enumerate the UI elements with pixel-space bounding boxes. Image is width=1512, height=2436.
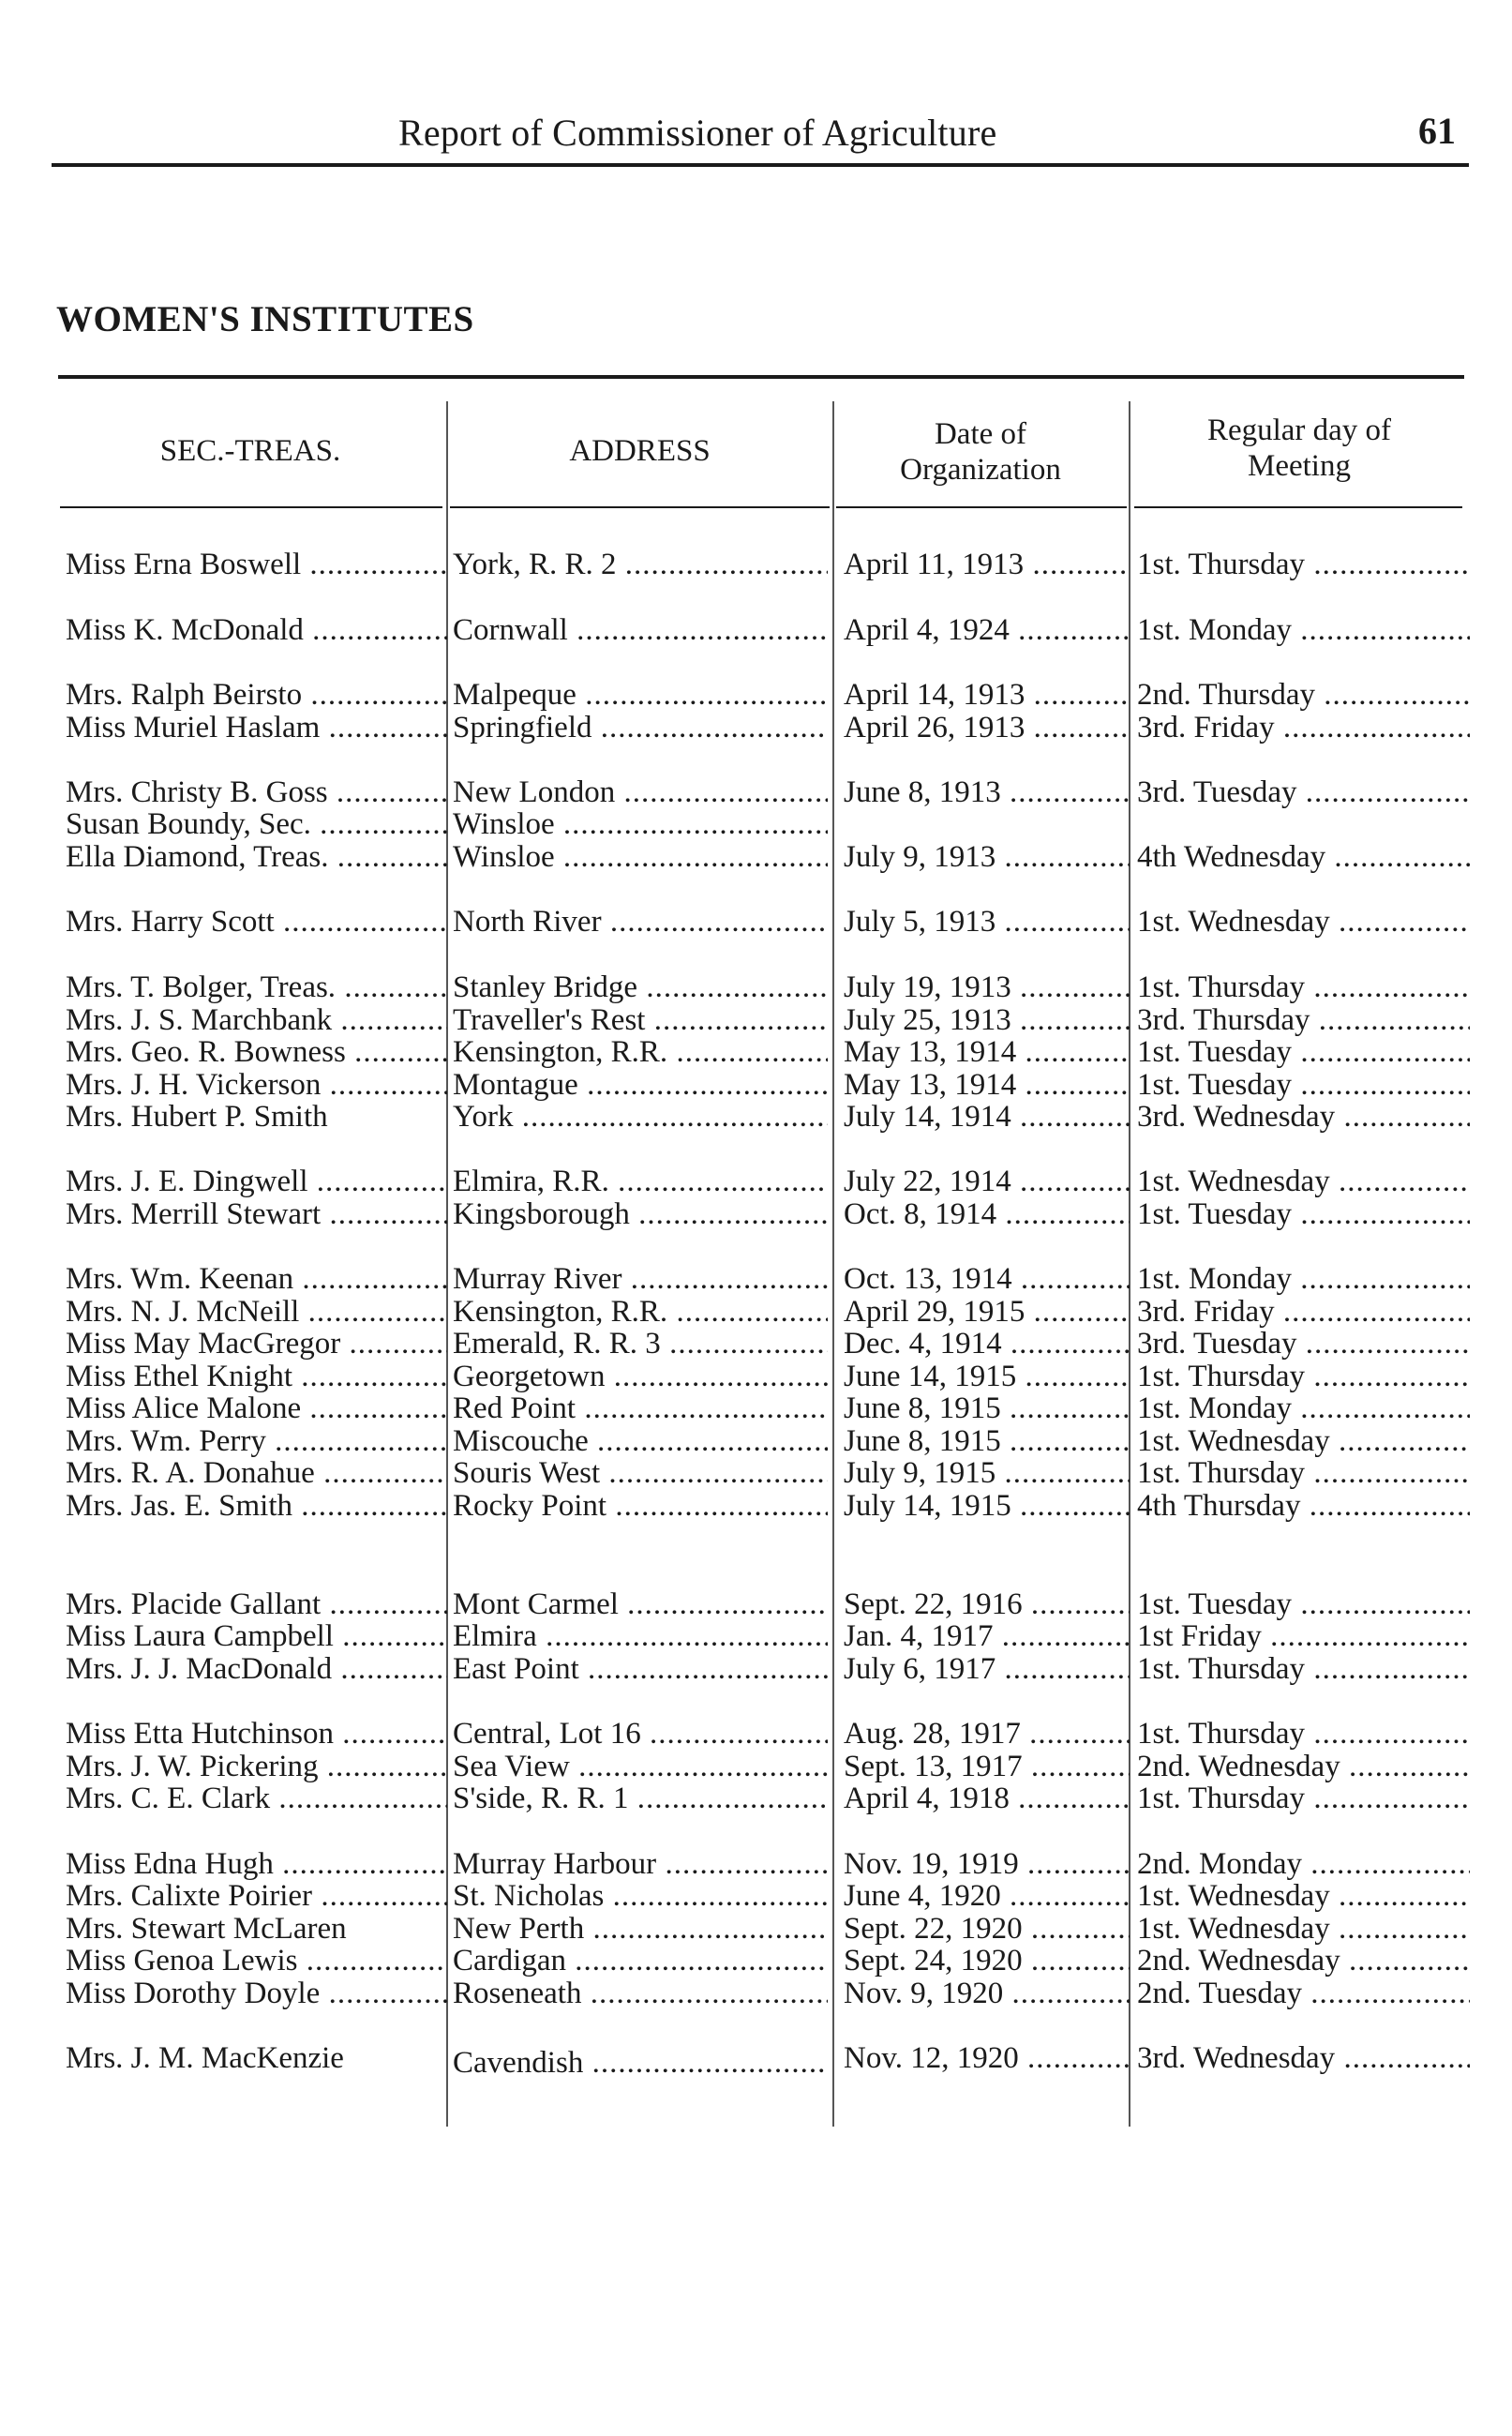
cell-day: 1st. Thursday ..... [1137, 1718, 1470, 1750]
cell-day: 1st. Monday ..... [1137, 1392, 1470, 1424]
cell-name: Mrs. Wm. Keenan ..... [66, 1263, 447, 1295]
cell-date: June 8, 1913 ..... [844, 776, 1130, 808]
cell-address: Traveller's Rest ..... [453, 1004, 828, 1036]
cell-address: Georgetown ..... [453, 1361, 828, 1392]
cell-date: July 5, 1913 ..... [844, 906, 1130, 938]
cell-day: 2nd. Tuesday ..... [1137, 1977, 1470, 2009]
cell-name: Mrs. Jas. E. Smith ..... [66, 1490, 447, 1522]
cell-day: 1st. Thursday ..... [1137, 1782, 1470, 1814]
cell-date: June 14, 1915 ..... [844, 1361, 1130, 1392]
cell-day: 1st. Tuesday ..... [1137, 1036, 1470, 1068]
cell-address: Murray Harbour ..... [453, 1848, 828, 1880]
cell-address: Sea View ..... [453, 1751, 828, 1782]
cell-date: July 9, 1913 ..... [844, 841, 1130, 873]
cell-address: Cavendish ..... [453, 2047, 828, 2079]
cell-address: Cardigan ..... [453, 1945, 828, 1977]
cell-name: Mrs. J. E. Dingwell ..... [66, 1165, 447, 1197]
cell-name: Miss Edna Hugh ..... [66, 1848, 447, 1880]
cell-address: Winsloe ..... [453, 841, 828, 873]
column-header-sec-treas [58, 433, 442, 469]
cell-date: Aug. 28, 1917 ..... [844, 1718, 1130, 1750]
cell-address: New Perth ..... [453, 1913, 828, 1945]
cell-date: May 13, 1914 ..... [844, 1069, 1130, 1101]
cell-day: 3rd. Friday ..... [1137, 712, 1470, 744]
header-rule [52, 163, 1469, 167]
cell-name: Mrs. Ralph Beirsto ..... [66, 679, 447, 711]
column-header-address-label: ADDRESS [569, 434, 711, 468]
cell-address: York, R. R. 2 ..... [453, 549, 828, 580]
cell-name: Mrs. Wm. Perry ..... [66, 1425, 447, 1457]
cell-day: 1st. Monday ..... [1137, 1263, 1470, 1295]
cell-name: Mrs. Placide Gallant ..... [66, 1588, 447, 1620]
cell-name: Mrs. J. J. MacDonald ..... [66, 1653, 447, 1685]
cell-day [1137, 808, 1470, 840]
column-header-regular-day-line2: Meeting [1248, 449, 1351, 483]
cell-address: New London ..... [453, 776, 828, 808]
cell-day: 2nd. Wednesday ..... [1137, 1945, 1470, 1977]
cell-address: Winsloe ..... [453, 808, 828, 840]
cell-name: Miss Muriel Haslam ..... [66, 712, 447, 744]
cell-name: Miss K. McDonald ..... [66, 614, 447, 646]
page-header-title: Report of Commissioner of Agriculture [398, 112, 997, 154]
cell-date: Dec. 4, 1914 ..... [844, 1328, 1130, 1360]
cell-date: April 4, 1918 ..... [844, 1782, 1130, 1814]
cell-address: Mont Carmel ..... [453, 1588, 828, 1620]
cell-name: Susan Boundy, Sec. ..... [66, 808, 447, 840]
column-header-regular-day [1130, 413, 1469, 484]
cell-day: 1st. Wednesday ..... [1137, 1913, 1470, 1945]
cell-name: Miss Erna Boswell ..... [66, 549, 447, 580]
cell-name: Miss Genoa Lewis ..... [66, 1945, 447, 1977]
cell-address: Rocky Point ..... [453, 1490, 828, 1522]
cell-date: April 14, 1913 ..... [844, 679, 1130, 711]
cell-day: 1st. Wednesday ..... [1137, 1425, 1470, 1457]
cell-day: 1st. Wednesday ..... [1137, 1880, 1470, 1912]
cell-name: Mrs. Christy B. Goss ..... [66, 776, 447, 808]
cell-day: 3rd. Wednesday ..... [1137, 1101, 1470, 1133]
column-header-sec-treas-label: SEC.-TREAS. [159, 434, 341, 468]
cell-day: 1st. Tuesday ..... [1137, 1588, 1470, 1620]
cell-day: 3rd. Wednesday ..... [1137, 2042, 1470, 2074]
cell-date: Sept. 24, 1920 ..... [844, 1945, 1130, 1977]
cell-address: York ..... [453, 1101, 828, 1133]
cell-day: 1st. Tuesday ..... [1137, 1069, 1470, 1101]
page-number: 61 [1418, 110, 1456, 152]
cell-date: July 14, 1915 ..... [844, 1490, 1130, 1522]
cell-day: 1st. Monday ..... [1137, 614, 1470, 646]
cell-name: Mrs. J. H. Vickerson ..... [66, 1069, 447, 1101]
cell-day: 1st Friday ..... [1137, 1620, 1470, 1652]
cell-address: Roseneath ..... [453, 1977, 828, 2009]
cell-day: 1st. Wednesday ..... [1137, 1165, 1470, 1197]
column-header-date-line2: Organization [900, 453, 1061, 487]
cell-date: July 22, 1914 ..... [844, 1165, 1130, 1197]
cell-date: June 8, 1915 ..... [844, 1425, 1130, 1457]
cell-date: Oct. 8, 1914 ..... [844, 1198, 1130, 1230]
cell-day: 1st. Wednesday ..... [1137, 906, 1470, 938]
cell-day: 1st. Thursday ..... [1137, 971, 1470, 1003]
cell-date: April 29, 1915 ..... [844, 1296, 1130, 1328]
cell-day: 3rd. Thursday ..... [1137, 1004, 1470, 1036]
cell-date: April 4, 1924 ..... [844, 614, 1130, 646]
header-underline-4 [1134, 506, 1462, 508]
cell-address: Malpeque ..... [453, 679, 828, 711]
cell-address: S'side, R. R. 1 ..... [453, 1782, 828, 1814]
cell-day: 1st. Thursday ..... [1137, 1361, 1470, 1392]
cell-name: Mrs. J. M. MacKenzie [66, 2042, 344, 2074]
cell-address: Souris West ..... [453, 1457, 828, 1489]
cell-date: Nov. 12, 1920 ..... [844, 2042, 1130, 2074]
cell-address: Miscouche ..... [453, 1425, 828, 1457]
cell-date: June 4, 1920 ..... [844, 1880, 1130, 1912]
cell-address: Kensington, R.R. ..... [453, 1036, 828, 1068]
cell-address: Elmira, R.R. ..... [453, 1165, 828, 1197]
cell-date: July 25, 1913 ..... [844, 1004, 1130, 1036]
cell-name: Miss Alice Malone ..... [66, 1392, 447, 1424]
cell-date: Sept. 22, 1916 ..... [844, 1588, 1130, 1620]
cell-date: Oct. 13, 1914 ..... [844, 1263, 1130, 1295]
cell-name: Mrs. Calixte Poirier ..... [66, 1880, 447, 1912]
cell-name: Mrs. N. J. McNeill ..... [66, 1296, 447, 1328]
cell-day: 3rd. Tuesday ..... [1137, 776, 1470, 808]
column-header-date [834, 416, 1127, 488]
cell-address: Cornwall ..... [453, 614, 828, 646]
cell-address: Emerald, R. R. 3 ..... [453, 1328, 828, 1360]
cell-address: Red Point ..... [453, 1392, 828, 1424]
column-divider-2 [832, 401, 834, 2127]
cell-address: Central, Lot 16 ..... [453, 1718, 828, 1750]
cell-day: 2nd. Thursday ..... [1137, 679, 1470, 711]
cell-address: East Point ..... [453, 1653, 828, 1685]
cell-date: Jan. 4, 1917 ..... [844, 1620, 1130, 1652]
cell-day: 1st. Tuesday ..... [1137, 1198, 1470, 1230]
cell-name: Mrs. Merrill Stewart ..... [66, 1198, 447, 1230]
cell-name: Mrs. T. Bolger, Treas. ..... [66, 971, 447, 1003]
cell-name: Miss Etta Hutchinson ..... [66, 1718, 447, 1750]
cell-date [844, 808, 1130, 840]
cell-date: Nov. 9, 1920 ..... [844, 1977, 1130, 2009]
cell-name: Mrs. J. S. Marchbank ..... [66, 1004, 447, 1036]
cell-name: Mrs. J. W. Pickering ..... [66, 1751, 447, 1782]
cell-address: Kingsborough ..... [453, 1198, 828, 1230]
cell-day: 4th Thursday ..... [1137, 1490, 1470, 1522]
cell-date: July 6, 1917 ..... [844, 1653, 1130, 1685]
cell-date: June 8, 1915 ..... [844, 1392, 1130, 1424]
cell-address: St. Nicholas ..... [453, 1880, 828, 1912]
table-top-rule [58, 375, 1464, 379]
cell-address: Springfield ..... [453, 712, 828, 744]
cell-day: 1st. Thursday ..... [1137, 1653, 1470, 1685]
cell-name: Mrs. Stewart McLaren [66, 1913, 347, 1945]
cell-day: 4th Wednesday ..... [1137, 841, 1470, 873]
cell-name: Mrs. Harry Scott ..... [66, 906, 447, 938]
header-underline-1 [60, 506, 442, 508]
cell-name: Miss May MacGregor ..... [66, 1328, 447, 1360]
cell-day: 2nd. Wednesday ..... [1137, 1751, 1470, 1782]
cell-address: North River ..... [453, 906, 828, 938]
cell-day: 1st. Thursday ..... [1137, 549, 1470, 580]
header-underline-3 [836, 506, 1127, 508]
column-header-date-line1: Date of [934, 417, 1027, 451]
cell-date: April 11, 1913 ..... [844, 549, 1130, 580]
cell-address: Montague ..... [453, 1069, 828, 1101]
cell-name: Ella Diamond, Treas. ..... [66, 841, 447, 873]
cell-address: Murray River ..... [453, 1263, 828, 1295]
header-underline-2 [450, 506, 830, 508]
cell-name: Miss Laura Campbell ..... [66, 1620, 447, 1652]
cell-date: May 13, 1914 ..... [844, 1036, 1130, 1068]
cell-date: July 14, 1914 ..... [844, 1101, 1130, 1133]
cell-name: Mrs. R. A. Donahue ..... [66, 1457, 447, 1489]
cell-name: Mrs. C. E. Clark ..... [66, 1782, 447, 1814]
section-title: WOMEN'S INSTITUTES [56, 299, 474, 339]
cell-date: Sept. 13, 1917 ..... [844, 1751, 1130, 1782]
cell-name: Miss Ethel Knight ..... [66, 1361, 447, 1392]
cell-date: July 9, 1915 ..... [844, 1457, 1130, 1489]
cell-address: Elmira ..... [453, 1620, 828, 1652]
cell-date: April 26, 1913 ..... [844, 712, 1130, 744]
cell-name: Mrs. Geo. R. Bowness ..... [66, 1036, 447, 1068]
cell-day: 1st. Thursday ..... [1137, 1457, 1470, 1489]
cell-day: 3rd. Tuesday ..... [1137, 1328, 1470, 1360]
column-header-regular-day-line1: Regular day of [1206, 414, 1392, 447]
cell-date: July 19, 1913 ..... [844, 971, 1130, 1003]
cell-name: Miss Dorothy Doyle ..... [66, 1977, 447, 2009]
cell-date: Sept. 22, 1920 ..... [844, 1913, 1130, 1945]
cell-date: Nov. 19, 1919 ..... [844, 1848, 1130, 1880]
column-header-address [450, 433, 830, 469]
cell-day: 3rd. Friday ..... [1137, 1296, 1470, 1328]
cell-address: Kensington, R.R. ..... [453, 1296, 828, 1328]
cell-name: Mrs. Hubert P. Smith [66, 1101, 328, 1133]
cell-day: 2nd. Monday ..... [1137, 1848, 1470, 1880]
cell-address: Stanley Bridge ..... [453, 971, 828, 1003]
